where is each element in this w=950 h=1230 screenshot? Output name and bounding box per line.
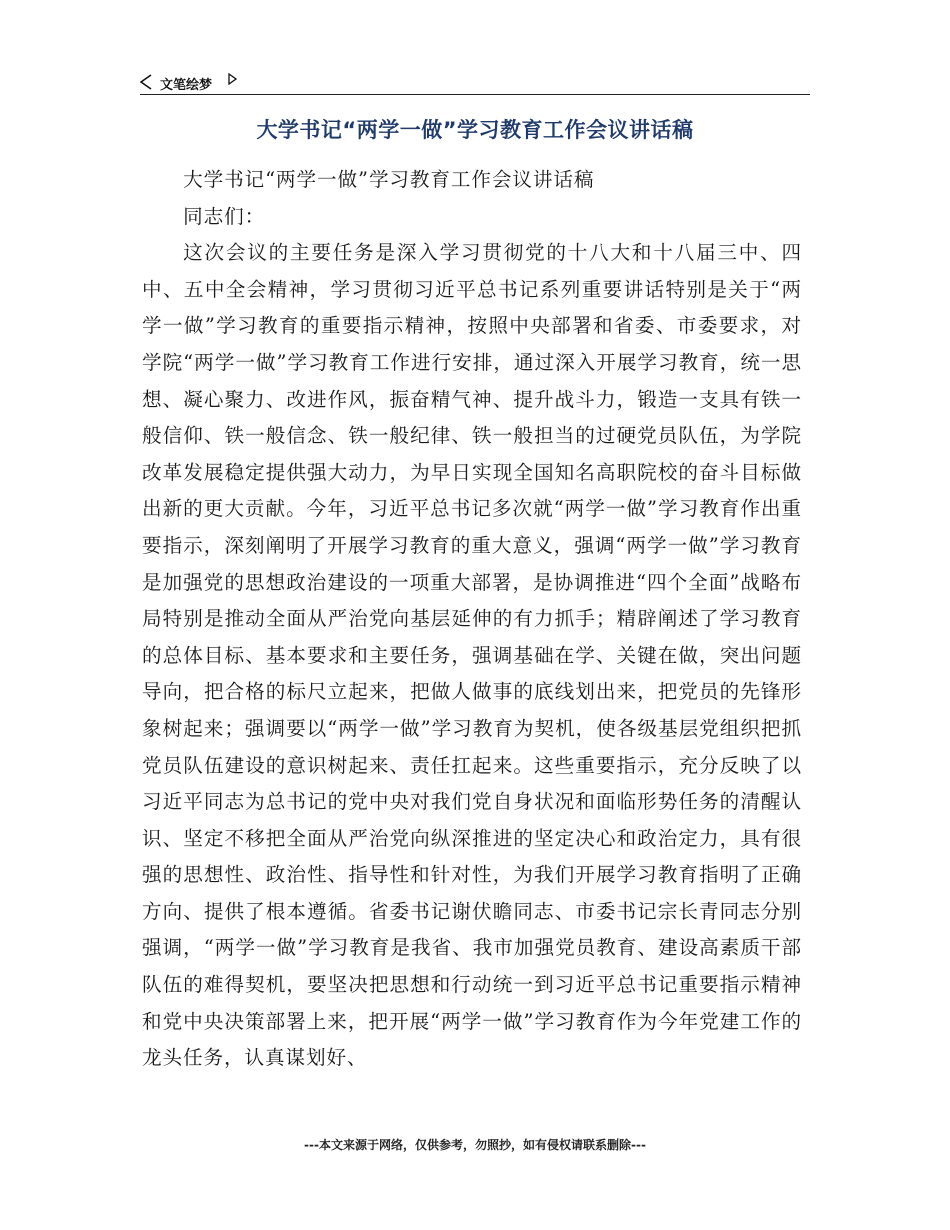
document-title: 大学书记“两学一做”学习教育工作会议讲话稿 [256, 118, 694, 142]
page-header [140, 72, 810, 95]
triangle-left-icon [140, 74, 152, 90]
paragraph-subtitle: 大学书记“两学一做”学习教育工作会议讲话稿 [183, 168, 595, 191]
triangle-right-icon [228, 73, 237, 85]
document-body [142, 162, 802, 1077]
paragraph-main: 这次会议的主要任务是深入学习贯彻党的十八大和十八届三中、四中、五中全会精神，学习贯彻习近平总书记系列重要讲话特别是关于“两学一做”学习教育的重要指示精神，按照中央部署和省委、市委要求，对学院“两学一做”学习教育工作进行安排，通过深入开展学习教育，统一思想、凝心聚力、改进作风，振奋精气神、提升战斗力，锻造一支具有铁一般信仰、铁一般信念、铁一般纪律、铁一般担当的过硬党员队伍，为学院改革发展稳定提供强大动力，为早日实现全国知名高职院校的奋斗目标做出新的更大贡献。今年，习近平总书记多次就“两学一做”学习教育作出重要指示，深刻阐明了开展学习教育的重大意义，强调“两学一做”学习教育是加强党的思想政治建设的一项重大部署，是协调推进“四个全面”战略布局特别是推动全面从严治党向基层延伸的有力抓手；精辟阐述了学习教育的总体目标、基本要求和主要任务，强调基础在学、关键在做，突出问题导向，把合格的标尺立起来，把做人做事的底线划出来，把党员的先锋形象树起来；强调要以“两学一做”学习教育为契机，使各级基层党组织把抓党员队伍建设的意识树起来、责任扛起来。这些重要指示，充分反映了以习近平同志为总书记的党中央对我们党自身状况和面临形势任务的清醒认识、坚定不移把全面从严治党向纵深推进的坚定决心和政治定力，具有很强的思想性、政治性、指导性和针对性，为我们开展学习教育指明了正确方向、提供了根本遵循。省委书记谢伏瞻同志、市委书记宗长青同志分别强调，“两学一做”学习教育是我省、我市加强党员教育、建设高素质干部队伍的难得契机，要坚决把思想和行动统一到习近平总书记重要指示精神和党中央决策部署上来，把开展“两学一做”学习教育作为今年党建工作的龙头任务，认真谋划好、 [142, 241, 802, 1070]
footer-notice: ---本文来源于网络，仅供参考，勿照抄，如有侵权请联系删除--- [304, 1138, 646, 1152]
brand-label: 文笔绘梦 [160, 78, 213, 93]
paragraph-salutation: 同志们： [183, 204, 266, 228]
